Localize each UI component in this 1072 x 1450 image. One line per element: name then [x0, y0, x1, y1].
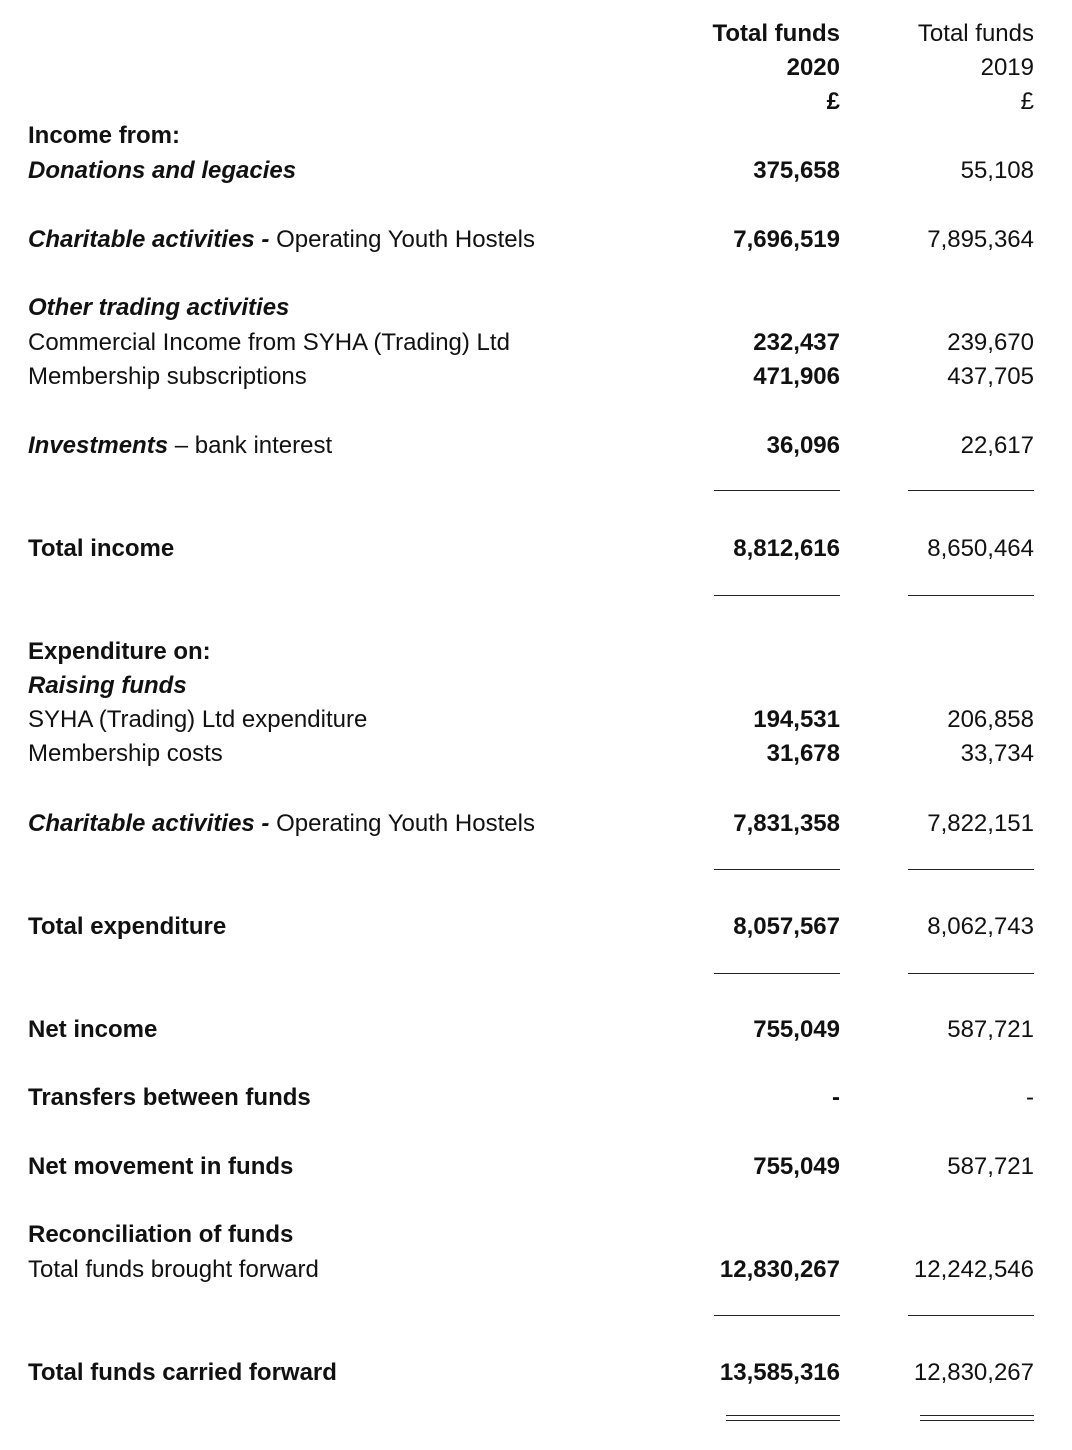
- row-label: Transfers between funds: [28, 1084, 311, 1111]
- row-label: [28, 223, 535, 257]
- value-2020: 31,678: [766, 740, 840, 767]
- header-2020-unit: £: [826, 88, 840, 115]
- row-raising-funds: [28, 669, 1072, 703]
- grand-total-double-rule-2020: [726, 1415, 840, 1421]
- value-2019: 206,858: [947, 706, 1034, 733]
- subtotal-rule-2019: [908, 490, 1034, 491]
- row-label-bold: Charitable activities -: [28, 226, 277, 253]
- value-2020: -: [832, 1084, 840, 1111]
- row-brought-forward: [28, 1253, 1072, 1287]
- value-2020: 8,812,616: [733, 535, 840, 562]
- row-label-bold: Investments: [28, 432, 169, 459]
- row-membership-costs: [28, 737, 1072, 771]
- row-label: Commercial Income from SYHA (Trading) Ltd: [28, 329, 510, 356]
- row-label: Reconciliation of funds: [28, 1221, 294, 1248]
- value-2019: 33,734: [960, 740, 1034, 767]
- value-2019: 587,721: [947, 1016, 1034, 1043]
- row-investments: [28, 429, 1072, 463]
- row-charitable-expenditure: [28, 807, 1072, 841]
- header-2019-year: 2019: [980, 54, 1034, 81]
- row-label: Total funds carried forward: [28, 1359, 337, 1386]
- row-label-rest: Operating Youth Hostels: [276, 810, 535, 837]
- row-label: Other trading activities: [28, 294, 290, 321]
- value-2019: 7,895,364: [927, 226, 1034, 253]
- total-rule-2019: [908, 973, 1034, 974]
- subtotal-rule-2019: [908, 869, 1034, 870]
- subtotal-rule-2020: [714, 490, 840, 491]
- value-2019: 8,062,743: [927, 913, 1034, 940]
- value-2019: 55,108: [960, 157, 1034, 184]
- row-label: Total expenditure: [28, 913, 227, 940]
- header-2020-title: Total funds: [712, 20, 840, 47]
- header-2019-unit: £: [1020, 88, 1034, 115]
- header-2019: [918, 17, 1034, 119]
- row-label: Raising funds: [28, 672, 187, 699]
- value-2019: 239,670: [947, 329, 1034, 356]
- row-charitable-income: [28, 223, 1072, 257]
- row-income-from: [28, 119, 1072, 153]
- row-reconciliation: [28, 1218, 1072, 1252]
- value-2019: 12,830,267: [913, 1359, 1034, 1386]
- row-net-income: [28, 1013, 1072, 1047]
- row-donations: [28, 154, 1072, 188]
- value-2019: 8,650,464: [927, 535, 1034, 562]
- row-label: SYHA (Trading) Ltd expenditure: [28, 706, 368, 733]
- row-label-rest: – bank interest: [168, 432, 333, 459]
- value-2020: 755,049: [753, 1016, 840, 1043]
- row-label: Donations and legacies: [28, 157, 297, 184]
- row-label: Income from:: [28, 122, 181, 149]
- value-2020: 7,831,358: [733, 810, 840, 837]
- row-label: Net movement in funds: [28, 1153, 294, 1180]
- row-membership-subs: [28, 360, 1072, 394]
- value-2020: 12,830,267: [719, 1256, 840, 1283]
- value-2019: 587,721: [947, 1153, 1034, 1180]
- row-label: Membership subscriptions: [28, 363, 307, 390]
- value-2020: 375,658: [753, 157, 840, 184]
- row-label: Total income: [28, 535, 175, 562]
- header-2020: [712, 17, 840, 119]
- value-2019: 12,242,546: [913, 1256, 1034, 1283]
- row-label: Net income: [28, 1016, 158, 1043]
- row-label: Expenditure on:: [28, 638, 211, 665]
- row-label: [28, 429, 332, 463]
- row-label-bold: Charitable activities -: [28, 810, 277, 837]
- total-rule-2019: [908, 595, 1034, 596]
- value-2020: 232,437: [753, 329, 840, 356]
- value-2019: 437,705: [947, 363, 1034, 390]
- row-carried-forward: [28, 1356, 1072, 1390]
- header-2020-year: 2020: [786, 54, 840, 81]
- value-2020: 755,049: [753, 1153, 840, 1180]
- value-2020: 471,906: [753, 363, 840, 390]
- value-2020: 7,696,519: [733, 226, 840, 253]
- value-2019: 7,822,151: [927, 810, 1034, 837]
- row-net-movement: [28, 1150, 1072, 1184]
- subtotal-rule-2020: [714, 1315, 840, 1316]
- grand-total-double-rule-2019: [920, 1415, 1034, 1421]
- total-rule-2020: [714, 973, 840, 974]
- row-label: [28, 807, 535, 841]
- row-syha-expenditure: [28, 703, 1072, 737]
- value-2019: -: [1026, 1084, 1034, 1111]
- row-label: Total funds brought forward: [28, 1256, 319, 1283]
- value-2019: 22,617: [960, 432, 1034, 459]
- row-label: Membership costs: [28, 740, 223, 767]
- row-label-rest: Operating Youth Hostels: [276, 226, 535, 253]
- subtotal-rule-2020: [714, 869, 840, 870]
- value-2020: 36,096: [766, 432, 840, 459]
- row-other-trading: [28, 291, 1072, 325]
- value-2020: 13,585,316: [719, 1359, 840, 1386]
- row-total-income: [28, 532, 1072, 566]
- subtotal-rule-2019: [908, 1315, 1034, 1316]
- row-expenditure-on: [28, 635, 1072, 669]
- row-commercial: [28, 326, 1072, 360]
- total-rule-2020: [714, 595, 840, 596]
- value-2020: 8,057,567: [733, 913, 840, 940]
- value-2020: 194,531: [753, 706, 840, 733]
- row-transfers: [28, 1081, 1072, 1115]
- row-total-expenditure: [28, 910, 1072, 944]
- header-2019-title: Total funds: [917, 20, 1034, 47]
